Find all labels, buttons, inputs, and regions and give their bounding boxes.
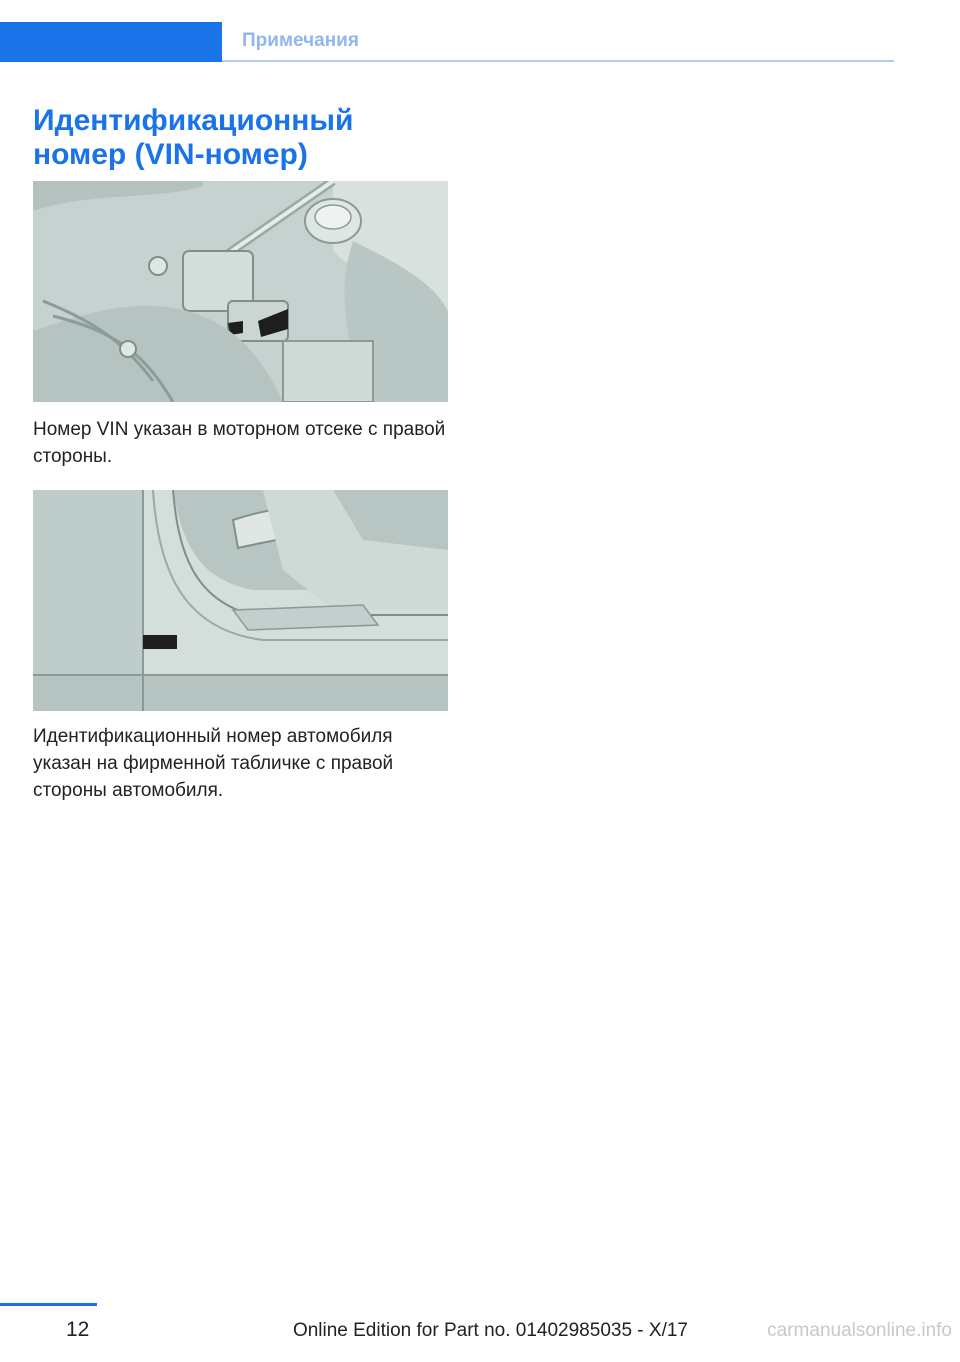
header-rule [222, 60, 894, 62]
figure-caption-door: Идентификационный номер автомобиля указан на фирменной табличке с правой стороны автомобиля. [33, 726, 394, 801]
door-sill-illustration [33, 490, 448, 711]
edition-note: Online Edition for Part no. 01402985035 - X/17 [292, 1320, 688, 1341]
engine-compartment-illustration [33, 181, 448, 402]
header-accent-bar [0, 22, 222, 62]
figure-caption-engine: Номер VIN указан в моторном отсеке с правой стороны. [33, 419, 446, 467]
footer-accent-bar [0, 1303, 97, 1306]
page-number: 12 [66, 1318, 90, 1341]
page-title: Идентификационный номер (VIN-номер) [33, 104, 354, 171]
section-title: Примечания [242, 30, 359, 51]
watermark: carmanualsonline.info [767, 1320, 952, 1341]
